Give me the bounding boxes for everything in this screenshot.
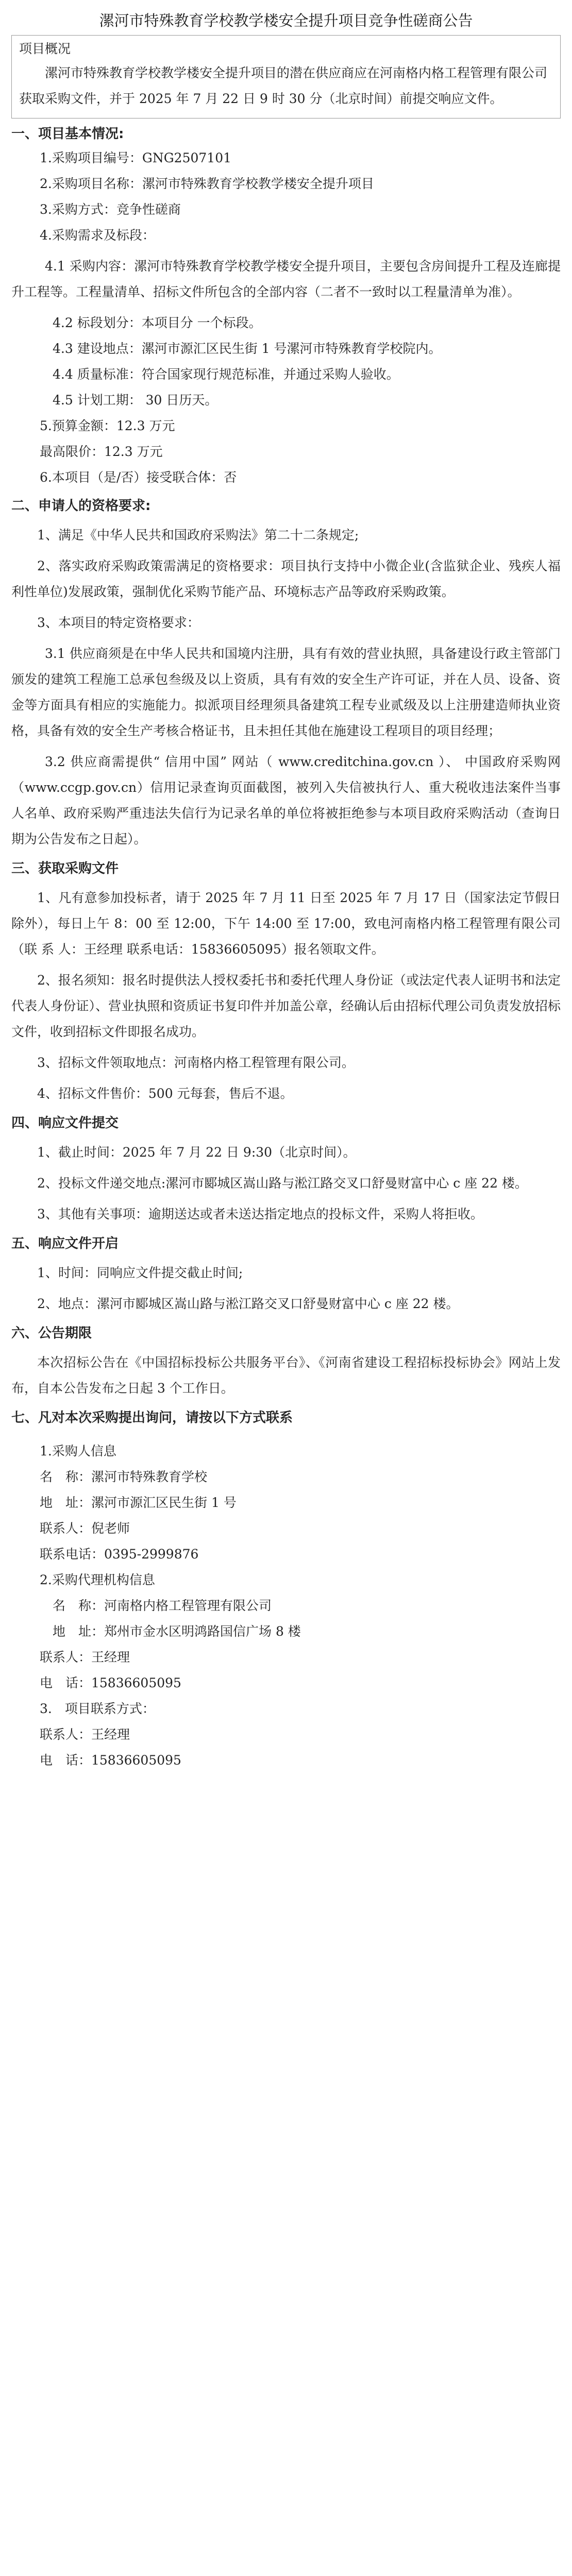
need-quality: 4.4 质量标准：符合国家现行规范标准，并通过采购人验收。 [53, 367, 399, 382]
agent-name: 名 称：河南格内格工程管理有限公司 [53, 1598, 272, 1613]
project-contact: 联系人：王经理 [40, 1727, 130, 1742]
obtain-1: 1、凡有意参加投标者，请于 2025 年 7 月 11 日至 2025 年 7 月 17 日（国家法定节假日除外），每日上午 8：00 至 12:00，下午 14:00 至 17:00，致电河南格内格工程管理有限公司（联 系 人：王经理 联系电话：15836605095）报名领取文件。 [11, 890, 561, 957]
submission-3: 3、其他有关事项：逾期送达或者未送达指定地点的投标文件，采购人将拒收。 [37, 1207, 483, 1222]
project-phone: 电 话：15836605095 [40, 1753, 181, 1768]
section-heading-qualifications: 二、申请人的资格要求: [11, 498, 151, 514]
announcement-page [11, 9, 561, 1773]
procurement-needs: 4.采购需求及标段： [40, 228, 155, 243]
opening-2: 2、地点：漯河市郾城区嵩山路与淞江路交叉口舒曼财富中心 c 座 22 楼。 [37, 1296, 459, 1311]
need-location: 4.3 建设地点：漯河市源汇区民生街 1 号漯河市特殊教育学校院内。 [53, 341, 442, 356]
need-content: 4.1 采购内容：漯河市特殊教育学校教学楼安全提升项目，主要包含房间提升工程及连廊提升工程等。工程量清单、招标文件所包含的全部内容（二者不一致时以工程量清单为准）。 [11, 259, 561, 299]
section-heading-opening: 五、响应文件开启 [11, 1236, 119, 1251]
agent-contact: 联系人：王经理 [40, 1650, 130, 1665]
project-code: 1.采购项目编号：GNG2507101 [40, 150, 232, 165]
summary-heading: 项目概况 [19, 41, 71, 56]
agent-info-heading: 2.采购代理机构信息 [40, 1572, 155, 1587]
buyer-info-heading: 1.采购人信息 [40, 1444, 116, 1459]
procurement-method: 3.采购方式：竞争性磋商 [40, 202, 181, 217]
obtain-4: 4、招标文件售价：500 元每套，售后不退。 [37, 1086, 293, 1101]
qualification-3-1: 3.1 供应商须是在中华人民共和国境内注册，具有有效的营业执照，具备建设行政主管部门颁发的建筑工程施工总承包叁级及以上资质，具有有效的安全生产许可证，并在人员、设备、资金等方面具有相应的实施能力。拟派项目经理须具备建筑工程专业贰级及以上注册建造师执业资格，具备有效的安全生产考核合格证书，且未担任其他在施建设工程项目的项目经理； [11, 646, 561, 738]
buyer-name: 名 称：漯河市特殊教育学校 [40, 1469, 208, 1484]
section-heading-submission: 四、响应文件提交 [11, 1115, 119, 1131]
contacts-block [11, 1438, 561, 1773]
opening-1: 1、时间：同响应文件提交截止时间; [37, 1265, 243, 1280]
buyer-address: 地 址：漯河市源汇区民生街 1 号 [40, 1495, 237, 1510]
max-price: 最高限价：12.3 万元 [40, 444, 163, 459]
submission-2: 2、投标文件递交地点:漯河市郾城区嵩山路与淞江路交叉口舒曼财富中心 c 座 22 楼。 [37, 1176, 528, 1191]
summary-text: 漯河市特殊教育学校教学楼安全提升项目的潜在供应商应在河南格内格工程管理有限公司获取采购文件，并于 2025 年 7 月 22 日 9 时 30 分（北京时间）前提交响应文件。 [19, 65, 548, 106]
project-summary-box [11, 35, 561, 118]
section-heading-contacts: 七、凡对本次采购提出询问，请按以下方式联系 [11, 1410, 293, 1426]
section-heading-obtain-documents: 三、获取采购文件 [11, 861, 119, 876]
qualification-2: 2、落实政府采购政策需满足的资格要求：项目执行支持中小微企业(含监狱企业、残疾人福利性单位)发展政策，强制优化采购节能产品、环境标志产品等政府采购政策。 [11, 558, 561, 599]
obtain-3: 3、招标文件领取地点：河南格内格工程管理有限公司。 [37, 1055, 355, 1070]
need-lots: 4.2 标段划分：本项目分 一个标段。 [53, 315, 262, 330]
page-title: 漯河市特殊教育学校教学楼安全提升项目竞争性磋商公告 [99, 12, 473, 29]
agent-address: 地 址：郑州市金水区明鸿路国信广场 8 楼 [53, 1624, 301, 1639]
project-contact-heading: 3. 项目联系方式： [40, 1701, 155, 1716]
notice-period-text: 本次招标公告在《中国招标投标公共服务平台》、《河南省建设工程招标投标协会》网站上发布，自本公告发布之日起 3 个工作日。 [11, 1355, 561, 1396]
qualification-3: 3、本项目的特定资格要求： [37, 615, 200, 630]
agent-phone: 电 话：15836605095 [40, 1675, 181, 1690]
obtain-2: 2、报名须知：报名时提供法人授权委托书和委托代理人身份证（或法定代表人证明书和法定代表人身份证）、营业执照和资质证书复印件并加盖公章，经确认后由招标代理公司负责发放招标文件，收到招标文件即报名成功。 [11, 973, 561, 1039]
budget-amount: 5.预算金额：12.3 万元 [40, 418, 175, 433]
section-heading-basic-info: 一、项目基本情况: [11, 126, 124, 142]
submission-1: 1、截止时间：2025 年 7 月 22 日 9:30（北京时间）。 [37, 1145, 356, 1160]
qualification-3-2: 3.2 供应商需提供“ 信用中国” 网站（ www.creditchina.gov.cn ）、 中国政府采购网（www.ccgp.gov.cn）信用记录查询页面截图，被列入失信被执行人、重大税收违法案件当事人名单、政府采购严重违法失信行为记录名单的单位将被拒绝参与本项目政府采购活动（查询日期为公告发布之日起）。 [11, 754, 561, 846]
section-heading-notice-period: 六、公告期限 [11, 1326, 92, 1341]
need-duration: 4.5 计划工期： 30 日历天。 [53, 393, 218, 408]
buyer-contact: 联系人：倪老师 [40, 1521, 130, 1536]
buyer-phone: 联系电话：0395-2999876 [40, 1547, 199, 1562]
consortium-accepted: 6.本项目（是/否）接受联合体：否 [40, 470, 237, 485]
qualification-1: 1、满足《中华人民共和国政府采购法》第二十二条规定; [37, 528, 359, 543]
project-name: 2.采购项目名称：漯河市特殊教育学校教学楼安全提升项目 [40, 176, 374, 191]
